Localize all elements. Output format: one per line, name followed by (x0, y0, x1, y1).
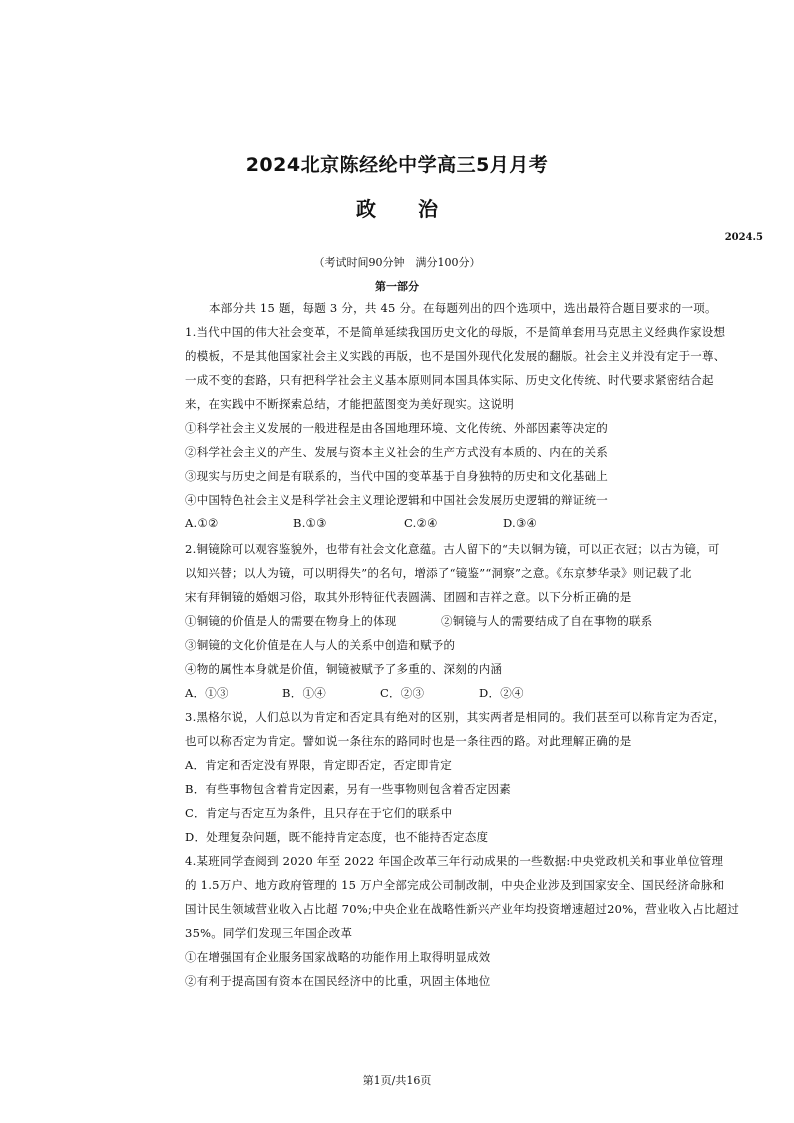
q2-stem-line: 以知兴替；以人为镜，可以明得失”的名句，增添了“镜鉴”“洞察”之意。《东京梦华录》则记载了北 (185, 566, 692, 580)
q1-stem-line: 来，在实践中不断探索总结，才能把蓝图变为美好现实。这说明 (185, 397, 514, 411)
q4-stem-line: 的 1.5万户、地方政府管理的 15 万户全部完成公司制改制，中央企业涉及到国家安全、国民经济命脉和 (185, 878, 725, 892)
q2-statement: ③铜镜的文化价值是在人与人的关系中创造和赋予的 (185, 638, 456, 652)
q2-option-c: C．②③ (380, 686, 425, 700)
q1-statement: ④中国特色社会主义是科学社会主义理论逻辑和中国社会发展历史逻辑的辩证统一 (185, 493, 608, 507)
q1-stem-line: 的模板，不是其他国家社会主义实践的再版，也不是国外现代化发展的翻版。社会主义并没有定于一尊、 (185, 349, 726, 363)
q3-stem-line: 也可以称否定为肯定。譬如说一条往东的路同时也是一条往西的路。对此理解正确的是 (185, 734, 632, 748)
q2-stem-line: 2.铜镜除可以观容鉴貌外，也带有社会文化意蕴。古人留下的“夫以铜为镜，可以正衣冠；以古为镜，可 (185, 542, 720, 556)
q1-option-a: A.①② (185, 516, 219, 530)
q2-option-d: D．②④ (479, 686, 524, 700)
q2-statement: ①铜镜的价值是人的需要在物身上的体现 (185, 614, 397, 628)
q1-option-c: C.②④ (404, 516, 438, 530)
q2-statement: ②铜镜与人的需要结成了自在事物的联系 (441, 614, 653, 628)
q4-stem-line: 国计民生领域营业收入占比超 70%;中央企业在战略性新兴产业年均投资增速超过20%，营业收入占比超过 (185, 902, 740, 916)
q1-statement: ②科学社会主义的产生、发展与资本主义社会的生产方式没有本质的、内在的关系 (185, 445, 608, 459)
q2-statement: ④物的属性本身就是价值，铜镜被赋予了多重的、深刻的内涵 (185, 662, 503, 676)
q1-statement: ①科学社会主义发展的一般进程是由各国地理环境、文化传统、外部因素等决定的 (185, 421, 608, 435)
q2-stem-line: 宋有拜铜镜的婚姻习俗，取其外形特征代表圆满、团圆和吉祥之意。以下分析正确的是 (185, 590, 632, 604)
q1-option-d: D.③④ (503, 516, 538, 530)
q4-statement: ①在增强国有企业服务国家战略的功能作用上取得明显成效 (185, 950, 491, 964)
subject-char: 治 (418, 197, 438, 221)
page-number: 第1页/共16页 (362, 1074, 432, 1087)
q3-stem-line: 3.黑格尔说，人们总以为肯定和否定具有绝对的区别，其实两者是相同的。我们甚至可以称肯定为否定， (185, 710, 726, 724)
q1-option-b: B.①③ (293, 516, 327, 530)
q1-stem-line: 一成不变的套路，只有把科学社会主义基本原则同本国具体实际、历史文化传统、时代要求紧密结合起 (185, 373, 714, 387)
q3-option-d: D．处理复杂问题，既不能持肯定态度，也不能持否定态度 (185, 830, 489, 844)
exam-meta: （考试时间90分钟 满分100分） (313, 256, 481, 269)
q1-stem-line: 1.当代中国的伟大社会变革，不是简单延续我国历史文化的母版，不是简单套用马克思主义经典作家设想 (185, 325, 726, 339)
document-title: 2024北京陈经纶中学高三5月月考 (245, 154, 549, 176)
subject-char: 政 (356, 197, 376, 221)
q4-stem-line: 35%。同学们发现三年国企改革 (185, 926, 353, 940)
subject-heading (0, 193, 794, 222)
q2-option-a: A．①③ (185, 686, 229, 700)
instructions: 本部分共 15 题，每题 3 分，共 45 分。在每题列出的四个选项中，选出最符合题目要求的一项。 (209, 301, 717, 315)
q2-option-b: B．①④ (282, 686, 326, 700)
part-heading: 第一部分 (375, 280, 419, 293)
q4-stem-line: 4.某班同学查阅到 2020 年至 2022 年国企改革三年行动成果的一些数据:中央党政机关和事业单位管理 (185, 854, 724, 868)
q1-statement: ③现实与历史之间是有联系的，当代中国的变革基于自身独特的历史和文化基础上 (185, 469, 608, 483)
q3-option-a: A．肯定和否定没有界限，肯定即否定，否定即肯定 (185, 758, 453, 772)
q4-statement: ②有利于提高国有资本在国民经济中的比重，巩固主体地位 (185, 974, 491, 988)
q3-option-c: C．肯定与否定互为条件，且只存在于它们的联系中 (185, 806, 453, 820)
q3-option-b: B．有些事物包含着肯定因素，另有一些事物则包含着否定因素 (185, 782, 511, 796)
exam-date: 2024.5 (724, 232, 763, 243)
